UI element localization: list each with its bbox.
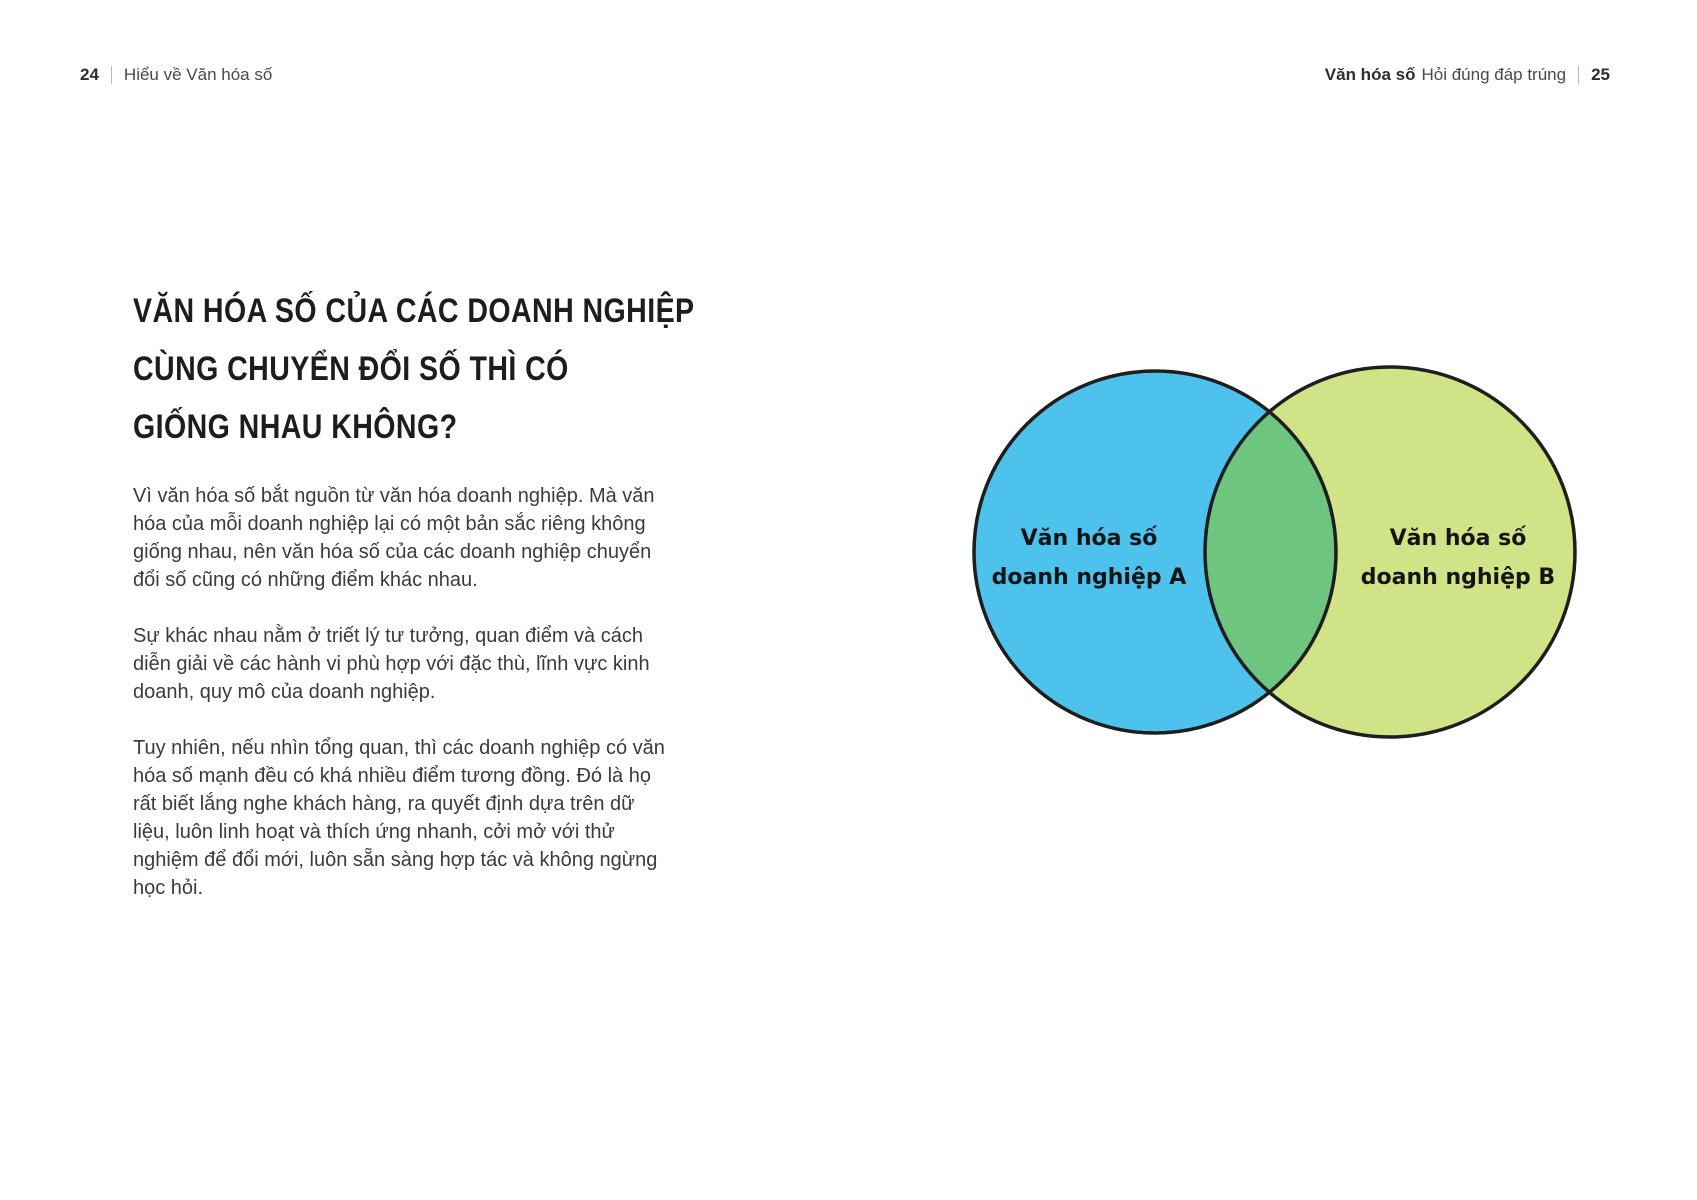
heading-line: VĂN HÓA SỐ CỦA CÁC DOANH NGHIỆP — [133, 292, 695, 330]
circle-b-label-line1: Văn hóa số — [1389, 526, 1527, 551]
paragraph: Tuy nhiên, nếu nhìn tổng quan, thì các doanh nghiệp có văn hóa số mạnh đều có khá nhiều điểm tương đồng. Đó là họ rất biết lắng nghe khách hàng, ra quyết định dựa trên dữ liệu, luôn linh hoạt và thích ứng nhanh, cởi mở với thử nghiệm để đổi mới, luôn sẵn sàng hợp tác và không ngừng học hỏi. — [133, 737, 665, 899]
article-heading — [133, 282, 721, 456]
left-page-number: 24 — [80, 65, 99, 84]
paragraph: Vì văn hóa số bắt nguồn từ văn hóa doanh nghiệp. Mà văn hóa của mỗi doanh nghiệp lại có một bản sắc riêng không giống nhau, nên văn hóa số của các doanh nghiệp chuyển đổi số cũng có những điểm khác nhau. — [133, 485, 655, 591]
right-header-title-bold: Văn hóa số — [1324, 65, 1416, 84]
header-divider — [111, 66, 112, 84]
venn-diagram — [950, 350, 1600, 760]
heading-line: GIỐNG NHAU KHÔNG? — [133, 408, 458, 446]
circle-a-label-line2: doanh nghiệp A — [991, 565, 1187, 590]
paragraph: Sự khác nhau nằm ở triết lý tư tưởng, quan điểm và cách diễn giải về các hành vi phù hợp với đặc thù, lĩnh vực kinh doanh, quy mô của doanh nghiệp. — [133, 625, 650, 703]
body-text — [133, 482, 673, 930]
right-header-title-rest: Hỏi đúng đáp trúng — [1421, 65, 1567, 84]
header-divider — [1578, 66, 1579, 84]
left-header-title: Hiểu về Văn hóa số — [123, 65, 273, 84]
circle-b-label-line2: doanh nghiệp B — [1360, 565, 1556, 590]
left-page-header — [80, 64, 272, 86]
right-page-number: 25 — [1591, 65, 1610, 84]
circle-a-label-line1: Văn hóa số — [1020, 526, 1158, 551]
right-page-header — [1325, 64, 1610, 86]
heading-line: CÙNG CHUYỂN ĐỔI SỐ THÌ CÓ — [133, 350, 569, 388]
